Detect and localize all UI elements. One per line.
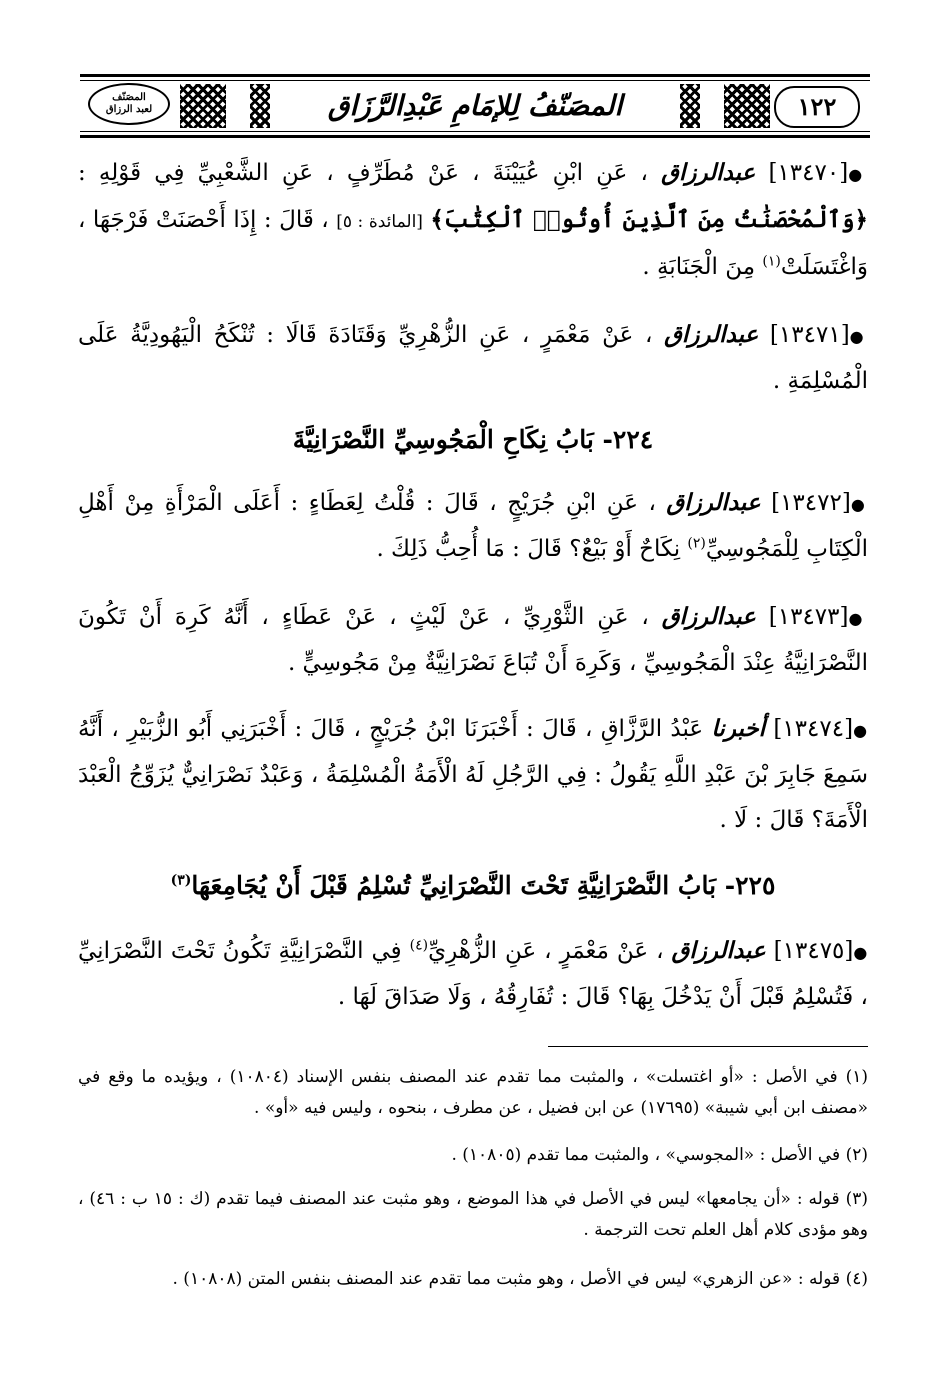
bullet-icon: ●	[849, 327, 868, 346]
header-rule	[80, 131, 870, 132]
header-rule	[80, 80, 870, 81]
book-title: المصَنّفُ لِلإمَامِ عَبْدِالرَّزَاق	[327, 89, 623, 122]
hadith-text: مِنَ الْجَنَابَةِ .	[642, 254, 756, 280]
hadith-text: ، عَنِ ابْنِ جُرَيْجٍ ، قَالَ : قُلْتُ لِعَطَاءٍ : أَعَلَى الْمَرْأَةِ مِنْ أَهْلِ الْكِتَابِ لِلْمَجُوسِيِّ	[78, 490, 868, 562]
hadith-number: [١٣٤٧١]	[769, 322, 850, 348]
hadith-text: ، عَنْ مَعْمَرٍ ، عَنِ الزُّهْرِيِّ وَقَتَادَةَ قَالَا : تُنْكَحُ الْيَهُودِيَّةُ عَلَى الْمُسْلِمَةِ .	[78, 322, 868, 394]
hadith-number: [١٣٤٧٥]	[773, 938, 854, 964]
header-rule	[80, 135, 870, 138]
hadith-number: [١٣٤٧٣]	[768, 604, 849, 630]
bullet-icon: ●	[848, 609, 869, 628]
footnote-marker: (٢)	[687, 535, 706, 552]
ornament-icon	[180, 84, 226, 128]
narrator: أخبرنا	[711, 715, 766, 742]
bullet-icon: ●	[850, 495, 868, 514]
footnote-divider	[548, 1046, 868, 1047]
chapter-heading	[78, 866, 868, 906]
ornament-icon	[680, 84, 700, 128]
narrator: عبدالرزاق	[661, 603, 756, 630]
bullet-icon: ●	[853, 721, 869, 740]
footnote-marker: (٤)	[409, 937, 429, 954]
ornament-icon	[250, 84, 270, 128]
page-number: ١٢٢	[774, 86, 860, 128]
hadith-entry	[78, 480, 868, 572]
footnote: (٢) في الأصل : «المجوسي» ، والمثبت مما تقدم (١٠٨٠٥) .	[451, 1145, 868, 1165]
hadith-text: ، قَالَ : إِذَا أَحْصَنَتْ فَرْجَهَا ، وَاغْتَسَلَتْ	[78, 207, 868, 280]
narrator: عبدالرزاق	[671, 937, 766, 964]
footnote-marker: (١)	[762, 253, 781, 270]
narrator: عبدالرزاق	[661, 159, 756, 186]
hadith-entry	[78, 312, 868, 404]
footnote: (١) في الأصل : «أو اغتسلت» ، والمثبت مما تقدم عند المصنف بنفس الإسناد (١٠٨٠٤) ، ويؤيده ما وقع في «مصنف ابن أبي شيبة» (١٧٦٩٥) عن ابن فضيل ، عن مطرف ، بنحوه ، وليس فيه «أو» .	[78, 1067, 869, 1118]
narrator: عبدالرزاق	[666, 489, 761, 516]
hadith-text: نِكَاحٌ أَوْ بَيْعٌ؟ قَالَ : مَا أُحِبُّ ذَلِكَ .	[376, 536, 681, 562]
footnote-marker: (٣)	[170, 872, 192, 889]
hadith-number: [١٣٤٧٤]	[773, 716, 854, 742]
header-rule	[80, 74, 870, 77]
chapter-title: ٢٢٥- بَابُ النَّصْرَانِيَّةِ تَحْتَ النَّصْرَانِيِّ تُسْلِمُ قَبْلَ أَنْ يُجَامِعَهَا	[191, 871, 776, 900]
hadith-text: ، عَنِ ابْنِ عُيَيْنَةَ ، عَنْ مُطَرِّفٍ ، عَنِ الشَّعْبِيِّ فِي قَوْلِهِ :	[78, 160, 648, 186]
seal-text: لعبد الرزاق	[105, 104, 153, 115]
hadith-text: ، عَنِ الثَّوْرِيِّ ، عَنْ لَيْثٍ ، عَنْ عَطَاءٍ ، أَنَّهُ كَرِهَ أَنْ تَكُونَ النَّصْرَانِيَّةُ عِنْدَ الْمَجُوسِيِّ ، وَكَرِهَ أَنْ تُبَاعَ نَصْرَانِيَّةٌ مِنْ مَجُوسِيٍّ .	[78, 604, 868, 676]
bullet-icon: ●	[853, 943, 869, 962]
verse-reference: [المائدة : ٥]	[336, 212, 423, 232]
seal-text: المصَنّف	[112, 92, 146, 103]
narrator: عبدالرزاق	[664, 321, 759, 348]
chapter-heading: ٢٢٤- بَابُ نِكَاحِ الْمَجُوسِيِّ النَّصْرَانِيَّةَ	[292, 425, 654, 454]
hadith-entry	[78, 928, 868, 1020]
hadith-entry	[78, 706, 868, 843]
footnote: (٣) قوله : «أن يجامعها» ليس في الأصل في هذا الموضع ، وهو مثبت عند المصنف فيما تقدم (ك : ١٥ ب : ٤٦) ، وهو مؤدى كلام أهل العلم تحت الترجمة .	[78, 1189, 868, 1240]
running-header	[80, 74, 870, 138]
hadith-text: ، عَنْ مَعْمَرٍ ، عَنِ الزُّهْرِيِّ	[428, 938, 664, 964]
bullet-icon: ●	[848, 165, 868, 184]
ornament-icon	[724, 84, 770, 128]
hadith-number: [١٣٤٧٠]	[768, 160, 849, 186]
hadith-number: [١٣٤٧٢]	[771, 490, 851, 516]
quran-verse: ﴿وَٱلْمُحْصَنَٰتُ مِنَ ٱلَّذِينَ أُوتُوا۟ ٱلْكِتَٰبَ﴾	[430, 206, 869, 233]
hadith-text: عَبْدُ الرَّزَّاقِ ، قَالَ : أَخْبَرَنَا ابْنُ جُرَيْجٍ ، قَالَ : أَخْبَرَنِي أَبُو الزُّبَيْرِ ، أَنَّهُ سَمِعَ جَابِرَ بْنَ عَبْدِ اللَّهِ يَقُولُ : فِي الرَّجُلِ لَهُ الْأَمَةُ الْمُسْلِمَةُ ، وَعَبْدٌ نَصْرَانِيٌّ يُزَوِّجُ الْعَبْدَ الْأَمَةَ؟ قَالَ : لَا .	[78, 716, 868, 833]
hadith-entry	[78, 150, 868, 290]
hadith-text: فِي النَّصْرَانِيَّةِ تَكُونُ تَحْتَ النَّصْرَانِيِّ ، فَتُسْلِمُ قَبْلَ أَنْ يَدْخُلَ بِهَا؟ قَالَ : تُفَارِقُهُ ، وَلَا صَدَاقَ لَهَا .	[78, 938, 868, 1010]
hadith-entry	[78, 594, 868, 686]
publisher-seal	[88, 83, 170, 125]
footnote: (٤) قوله : «عن الزهري» ليس في الأصل ، وهو مثبت مما تقدم عند المصنف بنفس المتن (١٠٨٠٨) .	[172, 1269, 868, 1289]
